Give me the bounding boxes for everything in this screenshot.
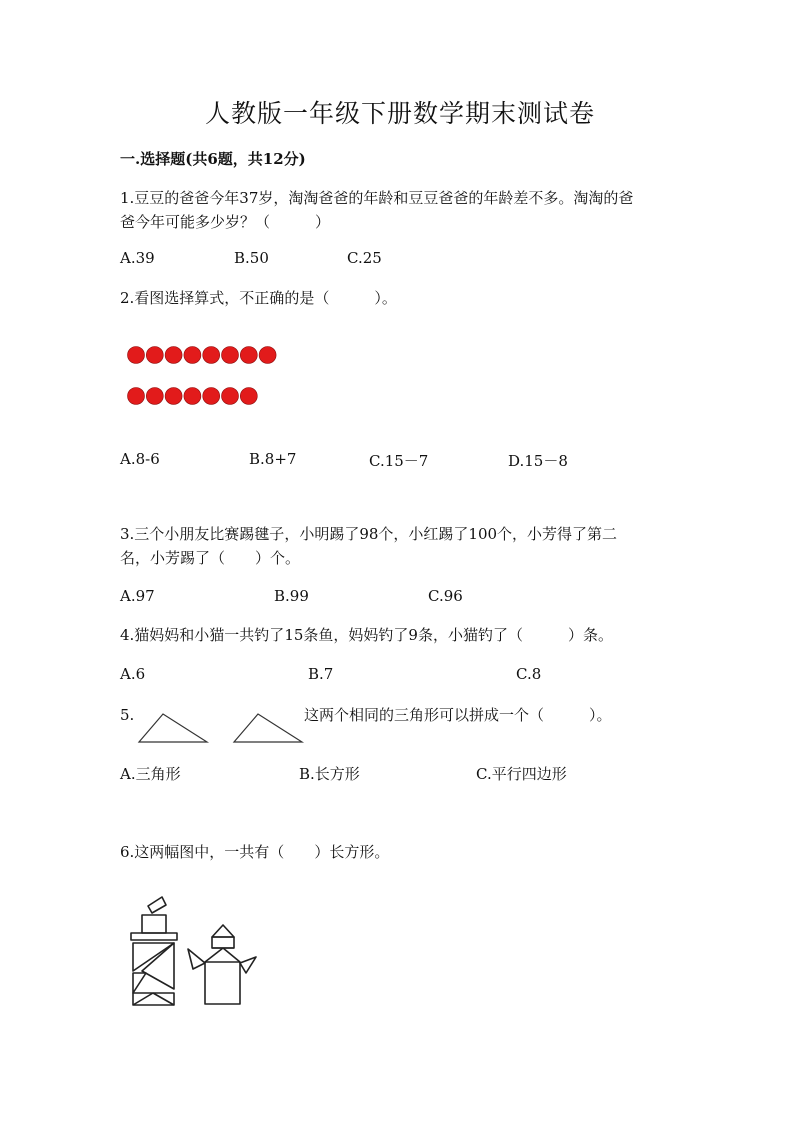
q5-option-b[interactable]: B.长方形 bbox=[299, 765, 360, 783]
question-1-stem bbox=[120, 186, 633, 234]
red-dots-figure bbox=[125, 345, 325, 415]
q4-option-b[interactable]: B.7 bbox=[308, 665, 334, 683]
q5-option-c[interactable]: C.平行四边形 bbox=[476, 765, 567, 783]
question-1-line-1: 1.豆豆的爸爸今年37岁，淘淘爸爸的年龄和豆豆爸爸的年龄差不多。淘淘的爸 bbox=[120, 189, 634, 207]
section-heading: 一.选择题(共6题，共12分) bbox=[120, 150, 306, 168]
q3-option-a[interactable]: A.97 bbox=[120, 587, 155, 605]
question-5-stem: 这两个相同的三角形可以拼成一个（ ）。 bbox=[304, 706, 612, 724]
q1-option-c[interactable]: C.25 bbox=[347, 249, 382, 267]
q5-option-a[interactable]: A.三角形 bbox=[120, 765, 181, 783]
q4-option-a[interactable]: A.6 bbox=[120, 665, 146, 683]
tangram-figure-right bbox=[188, 925, 256, 1004]
question-3-line-1: 3.三个小朋友比赛踢毽子，小明踢了98个，小红踢了100个，小芳得了第二 bbox=[120, 525, 618, 543]
q2-option-a[interactable]: A.8-6 bbox=[120, 450, 160, 468]
red-dot-row-2-dot bbox=[203, 388, 220, 405]
tangram-figures bbox=[128, 893, 278, 1013]
red-dot-row-2-dot bbox=[146, 388, 163, 405]
q4-option-c[interactable]: C.8 bbox=[516, 665, 542, 683]
question-4-stem: 4.猫妈妈和小猫一共钓了15条鱼，妈妈钓了9条，小猫钓了（ ）条。 bbox=[120, 626, 613, 644]
q1-option-a[interactable]: A.39 bbox=[120, 249, 155, 267]
question-5-number: 5. bbox=[120, 706, 135, 724]
triangle-right bbox=[234, 714, 302, 742]
question-3-stem bbox=[120, 522, 617, 570]
triangle-left bbox=[139, 714, 207, 742]
red-dot-row-2-dot bbox=[165, 388, 182, 405]
q1-option-b[interactable]: B.50 bbox=[234, 249, 269, 267]
q2-option-d[interactable]: D.15－8 bbox=[508, 452, 568, 470]
q2-option-c[interactable]: C.15－7 bbox=[369, 452, 429, 470]
tangram-figure-left bbox=[131, 897, 177, 1005]
red-dot-row-1-dot bbox=[146, 347, 163, 364]
red-dot-row-1-dot bbox=[165, 347, 182, 364]
q3-option-c[interactable]: C.96 bbox=[428, 587, 463, 605]
question-1-line-2: 爸今年可能多少岁？（ ） bbox=[120, 213, 331, 231]
page-title: 人教版一年级下册数学期末测试卷 bbox=[204, 99, 595, 128]
red-dot-row-2-dot bbox=[240, 388, 257, 405]
question-2-stem: 2.看图选择算式，不正确的是（ ）。 bbox=[120, 289, 397, 307]
red-dot-row-2-dot bbox=[222, 388, 239, 405]
q3-option-b[interactable]: B.99 bbox=[274, 587, 309, 605]
red-dot-row-1-dot bbox=[128, 347, 145, 364]
two-triangles-figure bbox=[133, 710, 313, 750]
red-dot-row-1-dot bbox=[259, 347, 276, 364]
red-dot-row-1-dot bbox=[222, 347, 239, 364]
red-dot-row-1-dot bbox=[203, 347, 220, 364]
question-3-line-2: 名，小芳踢了（ ）个。 bbox=[120, 549, 301, 567]
red-dot-row-1-dot bbox=[240, 347, 257, 364]
q2-option-b[interactable]: B.8+7 bbox=[249, 450, 297, 468]
red-dot-row-1-dot bbox=[184, 347, 201, 364]
question-6-stem: 6.这两幅图中，一共有（ ）长方形。 bbox=[120, 843, 390, 861]
red-dot-row-2-dot bbox=[184, 388, 201, 405]
red-dot-row-2-dot bbox=[128, 388, 145, 405]
